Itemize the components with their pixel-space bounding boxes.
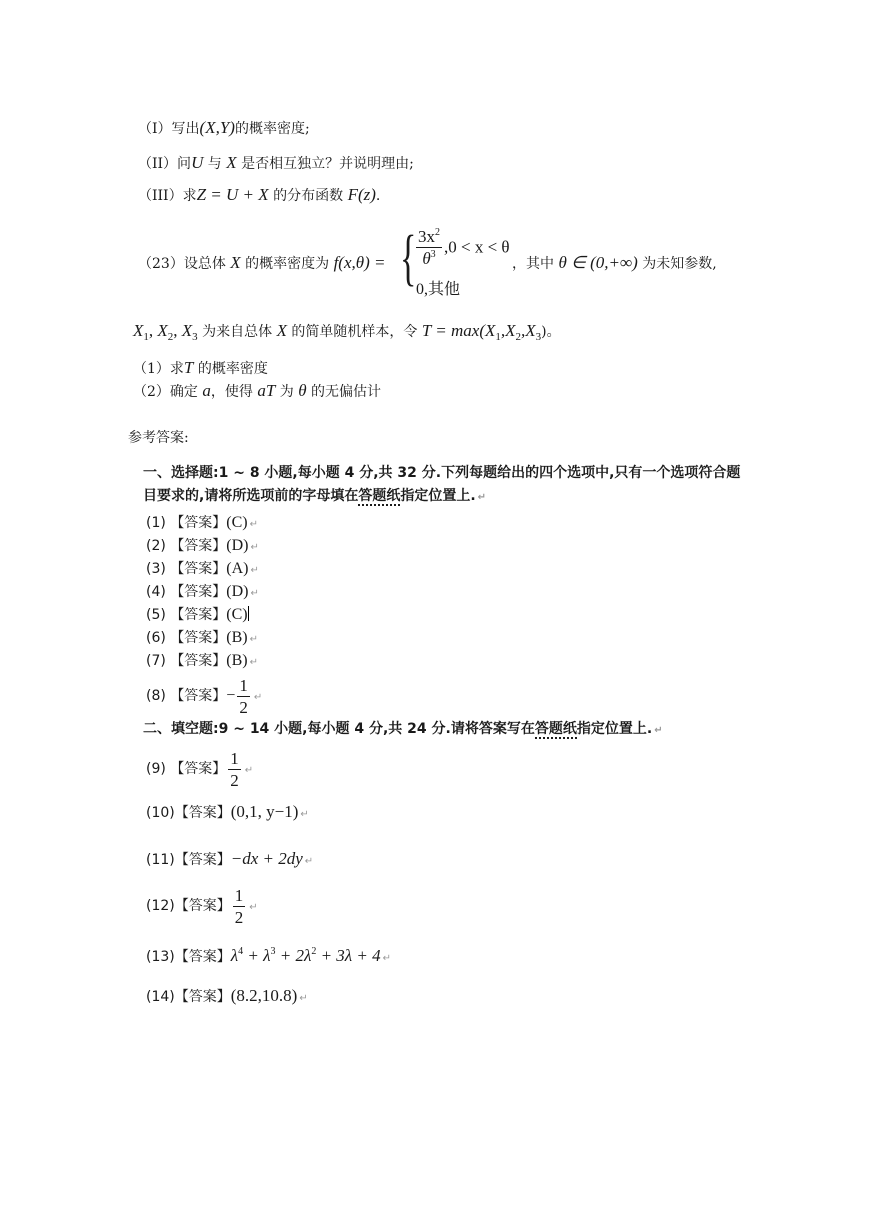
answer-item-8: (8) 【答案】− $\frac{1}{2}$ ↵ xyxy=(146,675,263,717)
section1-heading-line2: 目要求的,请将所选项前的字母填在答题纸指定位置上. ↵ xyxy=(143,488,487,504)
q23-case2: 0,其他 xyxy=(416,281,461,298)
q22-part3: （III）求Z = U + X 的分布函数 F(z). xyxy=(138,185,381,204)
answer-item-10: (10)【答案】(0,1, y−1) ↵ xyxy=(146,802,309,821)
answer9-fraction: $\frac{1}{2}$ xyxy=(230,748,239,790)
section1-heading-line1: 一、选择题:1 ~ 8 小题,每小题 4 分,共 32 分.下列每题给出的四个选项中,只有一个选项符合题 xyxy=(143,465,741,481)
answer-item: (3) 【答案】(A) ↵ xyxy=(146,560,259,577)
section2-heading: 二、填空题:9 ~ 14 小题,每小题 4 分,共 24 分.请将答案写在答题纸指定位置上. ↵ xyxy=(143,721,663,737)
answer-item-14: (14)【答案】(8.2,10.8) ↵ xyxy=(146,986,308,1005)
q23-sample: $X_1$, $X_2$, $X_3$ 为来自总体 X 的简单随机样本，令 $T = \max(X_1,X_2,X_3)$。 xyxy=(133,321,561,343)
answer-item: (4) 【答案】(D) ↵ xyxy=(146,583,259,600)
answer-item-13: (13)【答案】$\lambda^4 + \lambda^3 + 2\lambda^2 + 3\lambda + 4$ ↵ xyxy=(146,946,392,965)
q23-param: ，其中 θ ∈ (0,+∞) 为未知参数, xyxy=(512,253,717,272)
answers-heading: 参考答案: xyxy=(128,430,189,446)
answer-item-11: (11)【答案】−dx + 2dy ↵ xyxy=(146,849,314,868)
text-cursor xyxy=(248,606,249,621)
q23-sub1: （1）求T 的概率密度 xyxy=(133,358,268,377)
q23-statement: （23）设总体 X 的概率密度为 f(x,θ) = xyxy=(138,253,386,272)
q23-case1: $\frac{3x^2}{\theta^3}$ ,0 < x < θ xyxy=(418,227,510,268)
case1-fraction: $\frac{3x^2}{\theta^3}$ xyxy=(418,227,440,268)
piecewise-brace: { xyxy=(400,224,417,292)
answer-item: (6) 【答案】(B) ↵ xyxy=(146,629,259,646)
q23-sub2: （2）确定 a，使得 aT 为 θ 的无偏估计 xyxy=(133,381,381,400)
answer-item: (1) 【答案】(C) ↵ xyxy=(146,514,259,531)
answer-item-9: (9) 【答案】 $\frac{1}{2}$ ↵ xyxy=(146,748,254,790)
answer-item: (5) 【答案】(C) xyxy=(146,606,248,623)
q22-part2: （II）问U 与 X 是否相互独立？并说明理由; xyxy=(138,153,414,172)
answer-item-12: (12)【答案】 $\frac{1}{2}$ ↵ xyxy=(146,885,258,927)
answer-item: (2) 【答案】(D) ↵ xyxy=(146,537,259,554)
answer12-fraction: $\frac{1}{2}$ xyxy=(234,885,244,927)
answer-item: (7) 【答案】(B) ↵ xyxy=(146,652,259,669)
q22-part1: （I）写出(X,Y)的概率密度; xyxy=(138,118,310,137)
answer8-fraction: $\frac{1}{2}$ xyxy=(239,675,248,717)
